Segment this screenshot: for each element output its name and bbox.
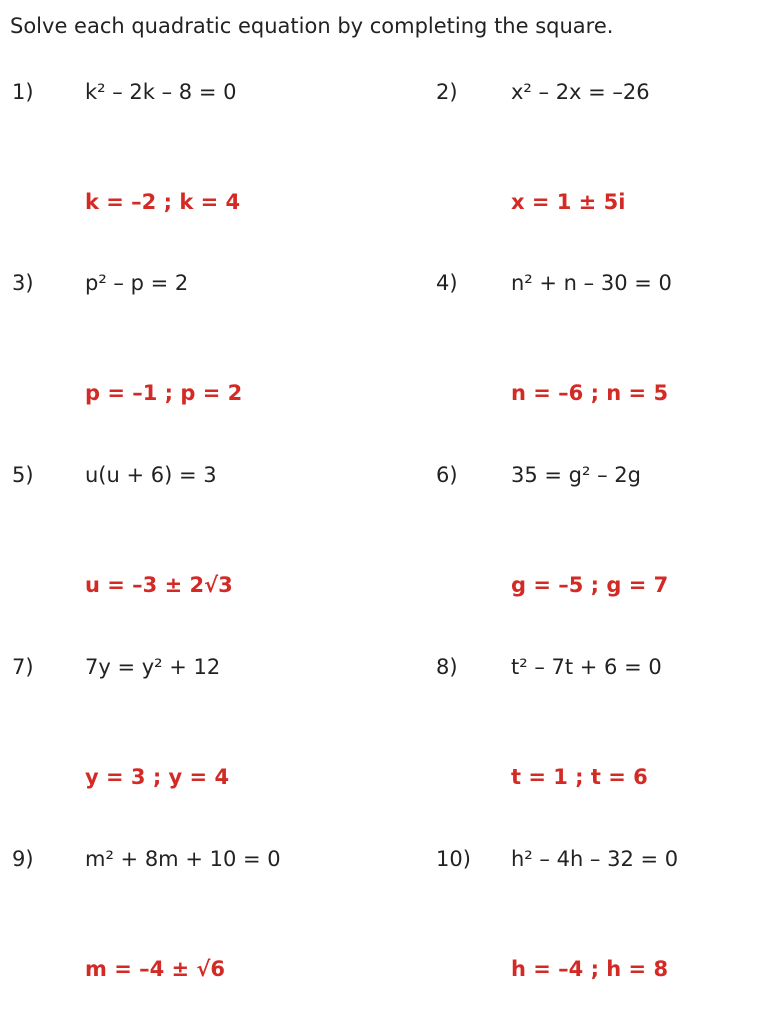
problem-answer: x = 1 ± 5i — [511, 190, 626, 214]
problem-equation: 7y = y² + 12 — [85, 655, 221, 679]
problem-number: 5) — [12, 463, 34, 487]
problem-number: 4) — [436, 271, 458, 295]
problem-number: 6) — [436, 463, 458, 487]
problem-number: 3) — [12, 271, 34, 295]
problem-equation: p² – p = 2 — [85, 271, 189, 295]
problem-equation: 35 = g² – 2g — [511, 463, 641, 487]
problem-5 — [12, 463, 352, 613]
problem-10 — [436, 847, 768, 997]
problem-number: 10) — [436, 847, 471, 871]
worksheet-instructions: Solve each quadratic equation by completing the square. — [10, 14, 614, 38]
problem-answer: g = –5 ; g = 7 — [511, 573, 669, 597]
problem-answer: h = –4 ; h = 8 — [511, 957, 669, 981]
problem-equation: m² + 8m + 10 = 0 — [85, 847, 281, 871]
problem-8 — [436, 655, 768, 805]
problem-answer: n = –6 ; n = 5 — [511, 381, 669, 405]
problem-equation: n² + n – 30 = 0 — [511, 271, 672, 295]
problem-answer: y = 3 ; y = 4 — [85, 765, 230, 789]
problem-2 — [436, 80, 768, 230]
problem-equation: k² – 2k – 8 = 0 — [85, 80, 237, 104]
problem-number: 9) — [12, 847, 34, 871]
problem-equation: h² – 4h – 32 = 0 — [511, 847, 679, 871]
problem-1 — [12, 80, 352, 230]
problem-answer: m = –4 ± √6 — [85, 957, 226, 981]
problem-7 — [12, 655, 352, 805]
problem-4 — [436, 271, 768, 421]
problem-answer: t = 1 ; t = 6 — [511, 765, 648, 789]
problem-answer: k = –2 ; k = 4 — [85, 190, 241, 214]
problem-9 — [12, 847, 352, 997]
problem-number: 8) — [436, 655, 458, 679]
problem-equation: t² – 7t + 6 = 0 — [511, 655, 662, 679]
problem-equation: x² – 2x = –26 — [511, 80, 650, 104]
problem-number: 1) — [12, 80, 34, 104]
problem-answer: p = –1 ; p = 2 — [85, 381, 243, 405]
problem-equation: u(u + 6) = 3 — [85, 463, 217, 487]
problem-6 — [436, 463, 768, 613]
problem-number: 7) — [12, 655, 34, 679]
problem-answer: u = –3 ± 2√3 — [85, 573, 233, 597]
problem-3 — [12, 271, 352, 421]
problem-number: 2) — [436, 80, 458, 104]
